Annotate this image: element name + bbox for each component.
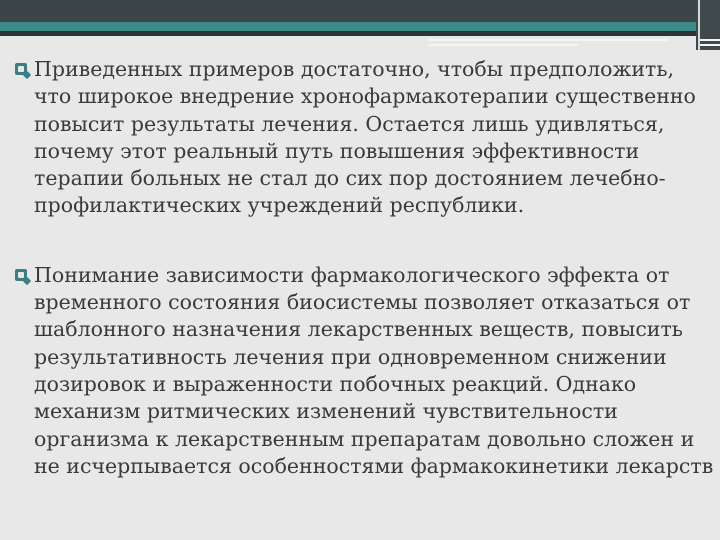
decorative-line	[700, 44, 720, 46]
bullet-paragraph	[14, 262, 716, 480]
paragraph-text: Приведенных примеров достаточно, чтобы предположить, что широкое внедрение хронофармакотерапии существенно повысит результаты лечения. Остается лишь удивляться, почему этот реальный путь повышения эффективности терапии больных не стал до сих пор достоянием лечебно-профилактических учреждений республики.	[34, 57, 696, 218]
bullet-paragraph	[14, 56, 716, 220]
header-band	[0, 0, 720, 22]
square-q-bullet-icon	[14, 268, 31, 285]
decorative-line	[428, 44, 578, 46]
slide-body	[14, 56, 716, 480]
paragraph-text: Понимание зависимости фармакологического эффекта от временного состояния биосистемы позволяет отказаться от шаблонного назначения лекарственных веществ, повысить результативность лечения при одновременном снижении дозировок и выраженности побочных реакций. Однако механизм ритмических изменений чувствительности организма к лекарственным препаратам довольно сложен и не исчерпывается особенностями фармакокинетики лекарств	[34, 262, 714, 478]
header-accent-stripe	[0, 22, 720, 31]
header-corner-divider	[698, 0, 700, 50]
square-q-bullet-icon	[14, 62, 31, 79]
header-shadow-stripe	[0, 31, 720, 36]
decorative-line	[700, 39, 720, 41]
decorative-line	[428, 39, 668, 41]
